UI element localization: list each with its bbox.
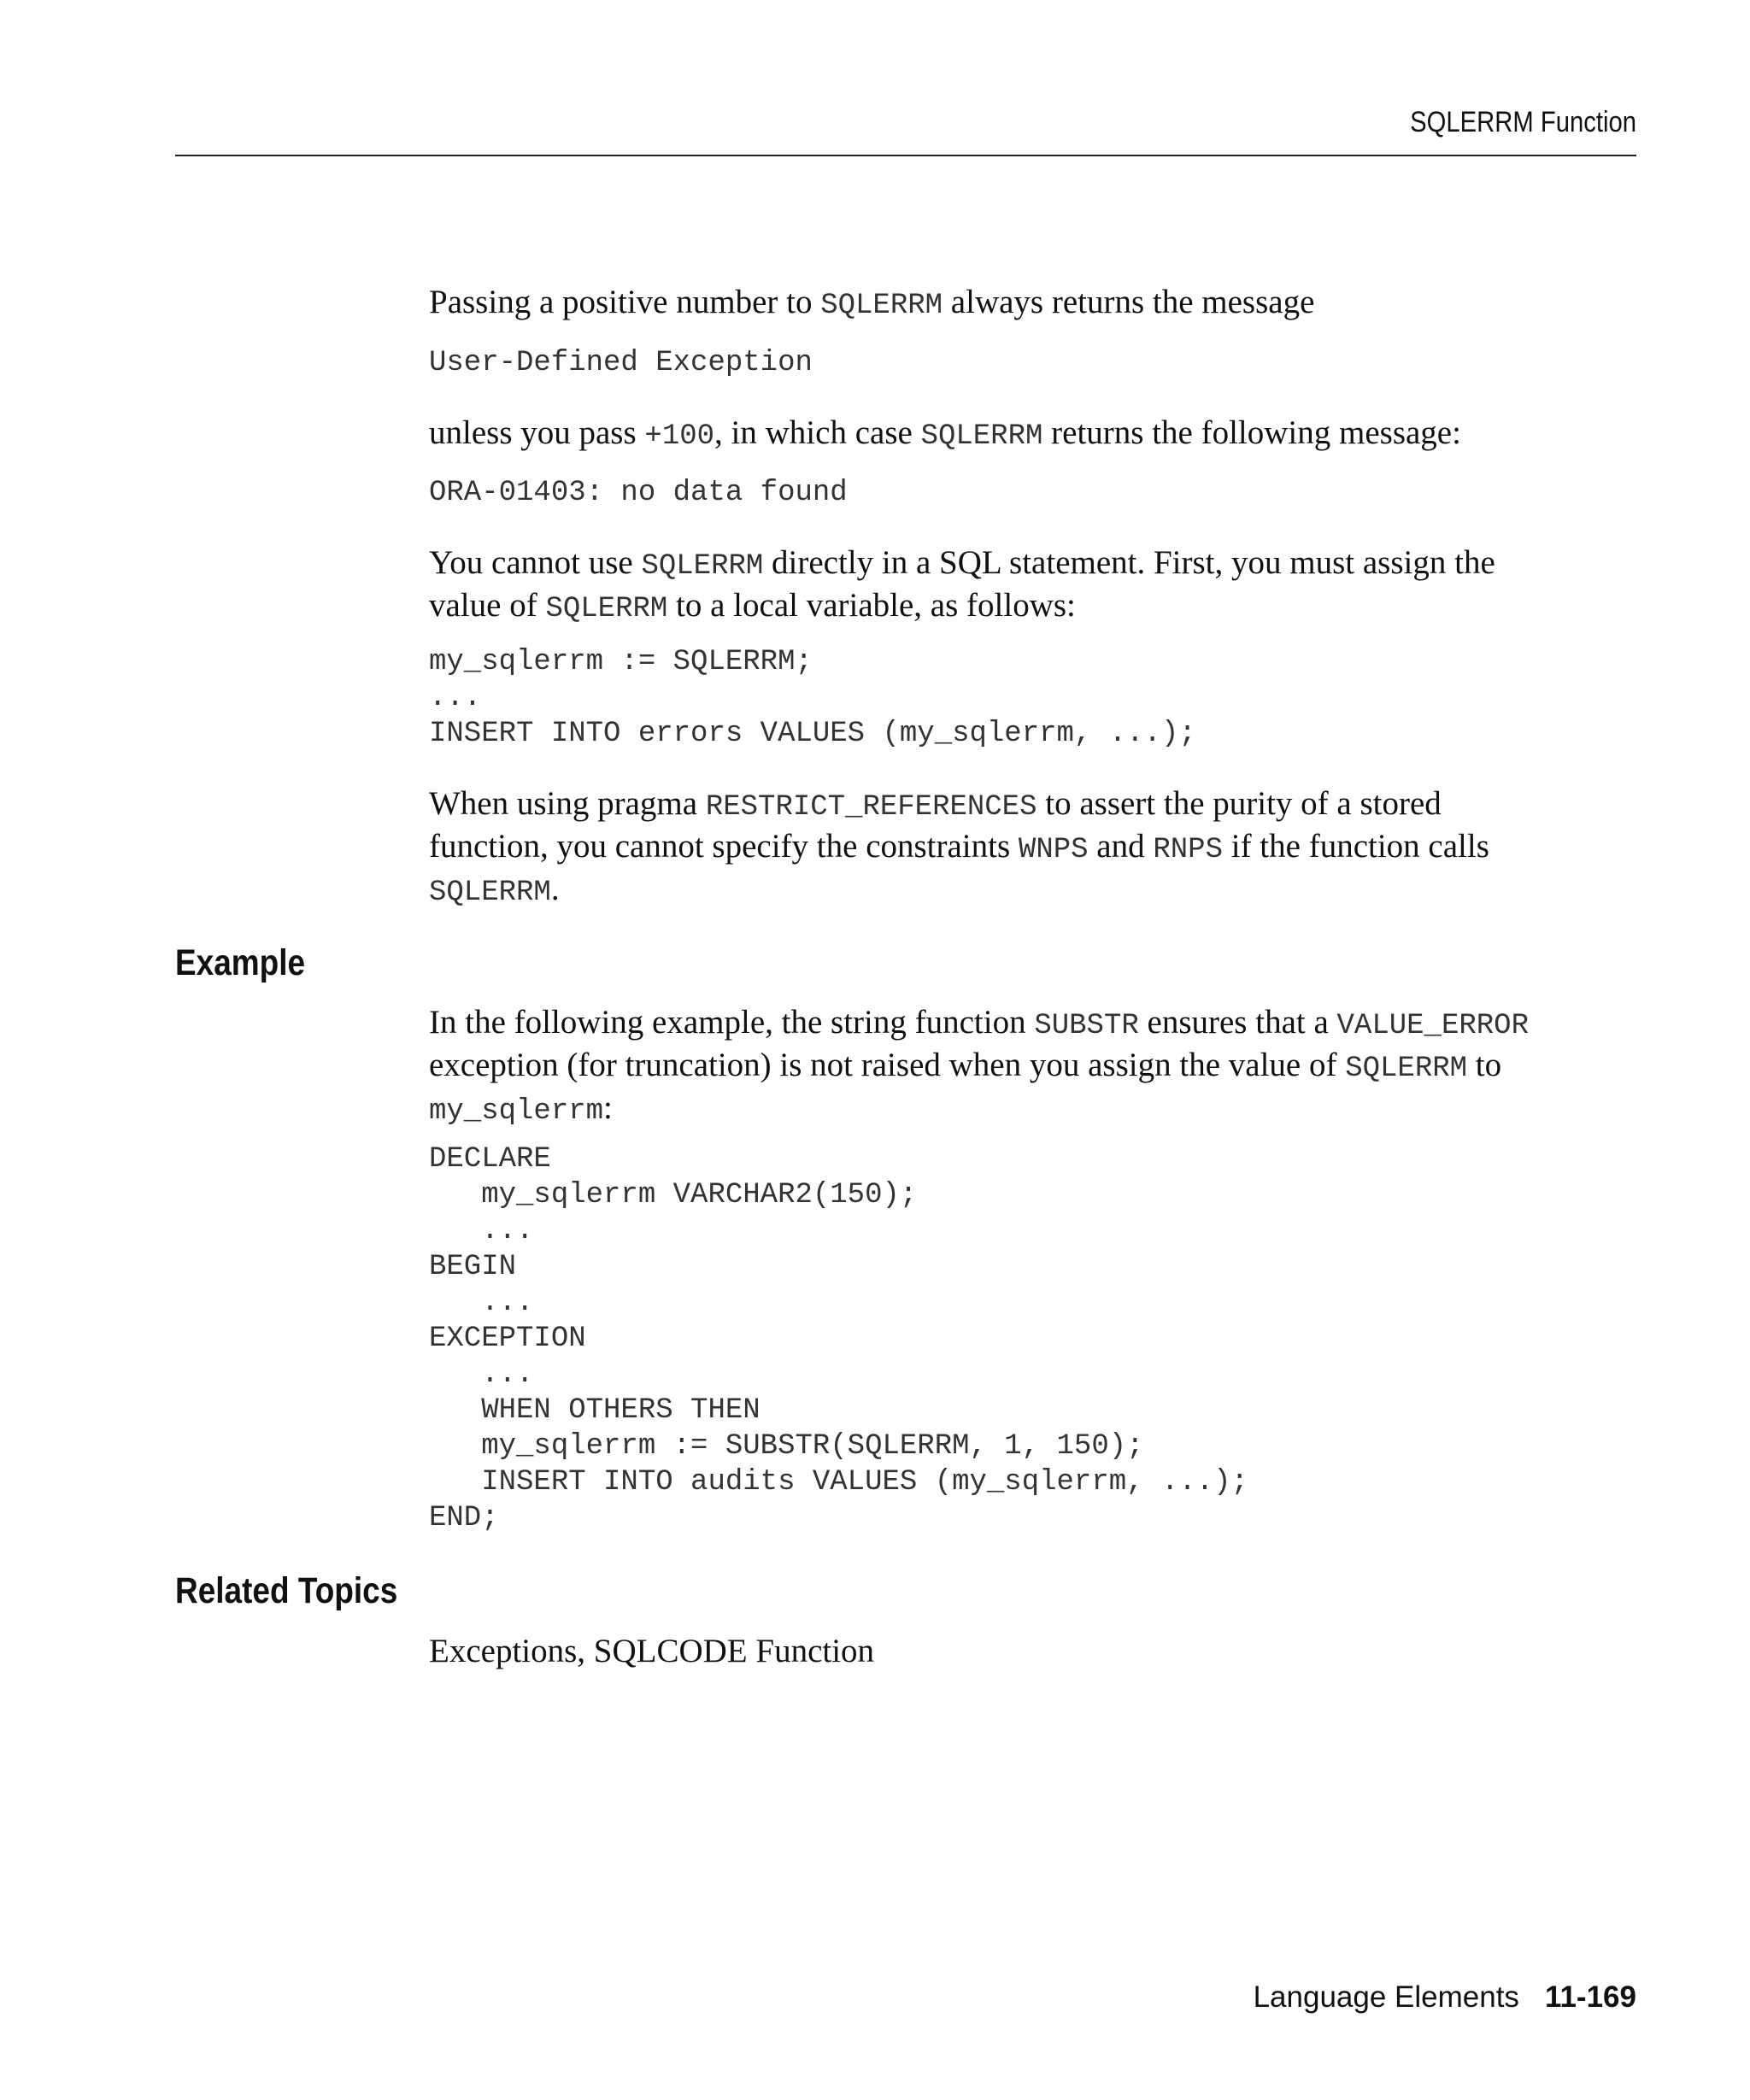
paragraph-restrict-references: [429, 784, 1642, 912]
text: , in which case: [714, 414, 921, 451]
text: :: [603, 1089, 613, 1126]
section-heading-related-topics: Related Topics: [175, 1570, 398, 1611]
text: exception (for truncation) is not raised when you assign the value of: [429, 1047, 1346, 1083]
inline-code: +100: [644, 420, 715, 453]
text: You cannot use: [429, 544, 642, 581]
inline-code: VALUE_ERROR: [1336, 1010, 1529, 1042]
text: In the following example, the string function: [429, 1004, 1035, 1041]
text: if the function calls: [1222, 828, 1489, 865]
text: When using pragma: [429, 785, 706, 822]
section-heading-example: Example: [175, 942, 306, 983]
inline-code: RNPS: [1153, 834, 1223, 866]
paragraph-cannot-use-sqlerrm: [429, 543, 1642, 629]
related-topics-links: Exceptions, SQLCODE Function: [429, 1633, 875, 1669]
inline-code: SQLERRM: [920, 420, 1043, 453]
header-rule: [175, 155, 1636, 156]
inline-code: SUBSTR: [1034, 1010, 1139, 1042]
text: returns the following message:: [1042, 414, 1461, 451]
text: .: [550, 871, 560, 907]
inline-code: SQLERRM: [641, 550, 764, 583]
code-ora-01403: ORA-01403: no data found: [429, 477, 848, 509]
text: to: [1467, 1047, 1502, 1083]
paragraph-example-intro: [429, 1003, 1642, 1131]
inline-code: SQLERRM: [1345, 1053, 1468, 1085]
inline-code: SQLERRM: [545, 593, 668, 625]
text: value of: [429, 587, 546, 624]
text: always returns the message: [943, 284, 1315, 320]
text: Passing a positive number to: [429, 284, 821, 320]
text: and: [1088, 828, 1154, 865]
paragraph-positive-number: [429, 283, 1642, 326]
page-footer: [1254, 1980, 1636, 2015]
inline-code: WNPS: [1018, 834, 1089, 866]
page-number: 11-169: [1544, 1980, 1636, 2014]
code-example-block: DECLARE my_sqlerrm VARCHAR2(150); ... BEGIN ... EXCEPTION ... WHEN OTHERS THEN my_sqlerrm := SUBSTR(SQLERRM, 1, 150); INSERT INTO audits VALUES (my_sqlerrm, ...); END;: [429, 1143, 1248, 1534]
paragraph-unless-plus-100: [429, 414, 1642, 456]
inline-code: SQLERRM: [820, 290, 943, 322]
text: to assert the purity of a stored: [1036, 785, 1442, 822]
footer-section-name: Language Elements: [1253, 1980, 1519, 2014]
inline-code: my_sqlerrm: [429, 1095, 604, 1128]
text: function, you cannot specify the constraints: [429, 828, 1019, 865]
inline-code: SQLERRM: [429, 877, 551, 909]
text: ensures that a: [1138, 1004, 1337, 1041]
running-header-title: SQLERRM Function: [1410, 106, 1636, 138]
code-user-defined-exception: User-Defined Exception: [429, 347, 813, 379]
text: to a local variable, as follows:: [667, 587, 1076, 624]
text: directly in a SQL statement. First, you must assign the: [763, 544, 1495, 581]
code-assign-local-variable: my_sqlerrm := SQLERRM; ... INSERT INTO errors VALUES (my_sqlerrm, ...);: [429, 646, 1196, 750]
text: unless you pass: [429, 414, 645, 451]
inline-code: RESTRICT_REFERENCES: [705, 791, 1037, 824]
